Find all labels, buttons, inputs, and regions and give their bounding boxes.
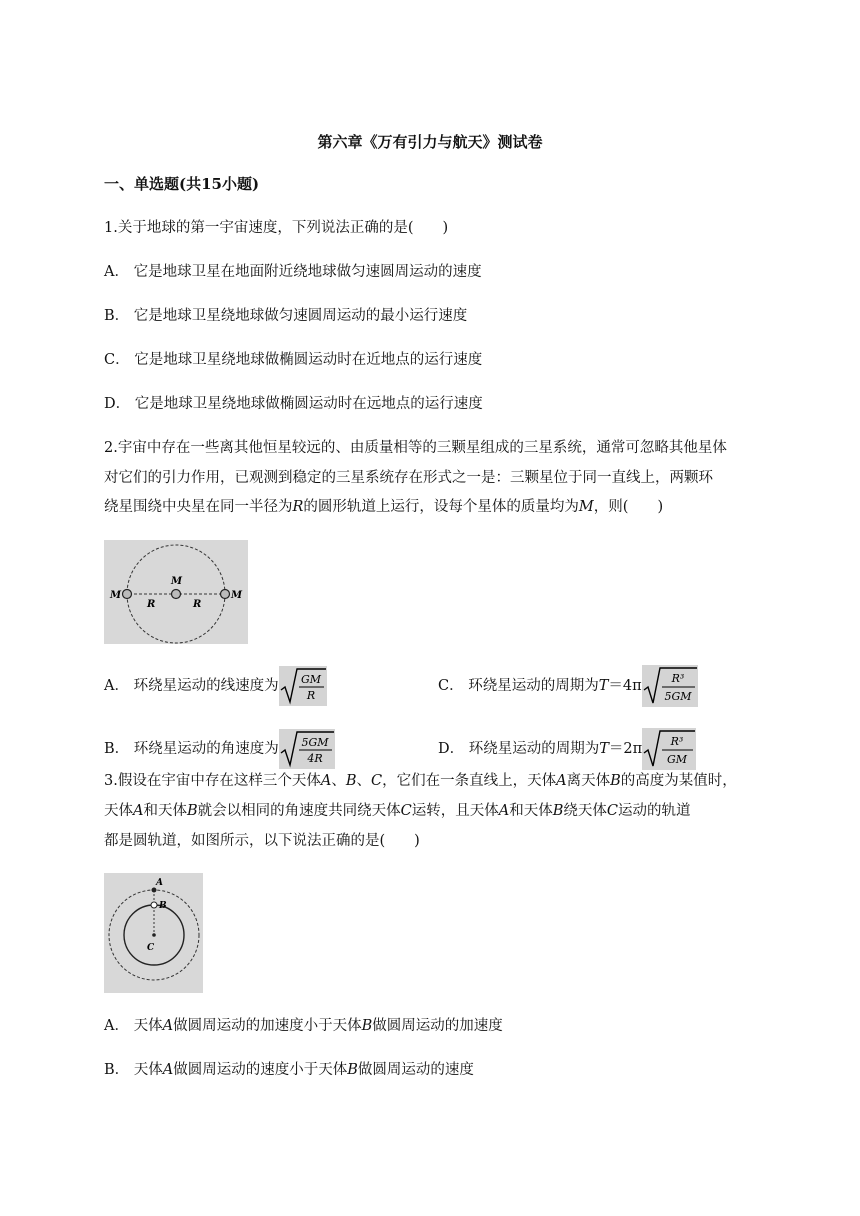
q3-orbit-figure: [104, 873, 203, 993]
svg-text:5GM: 5GM: [664, 690, 692, 703]
q2-option-c-formula: [642, 665, 698, 707]
q3-stem-line1: 3.假设在宇宙中存在这样三个天体A、B、C，它们在一条直线上，天体A离天体B的高度为某值时，: [104, 773, 737, 789]
q2-option-c: C． 环绕星运动的周期为 T ＝4π R³ 5GM: [438, 665, 698, 707]
q3-stem-line3: 都是圆轨道，如图所示，以下说法正确的是( ): [104, 833, 420, 849]
section-heading: 一、单选题(共15小题): [104, 175, 260, 193]
q2-option-d: D． 环绕星运动的周期为 T ＝2π R³ GM: [438, 728, 696, 770]
q1-option-a: A． 它是地球卫星在地面附近绕地球做匀速圆周运动的速度: [104, 264, 482, 280]
q3-stem-line2: 天体A和天体B就会以相同的角速度共同绕天体C运转，且天体A和天体B绕天体C运动的轨道: [104, 803, 691, 819]
q1-option-d: D． 它是地球卫星绕地球做椭圆运动时在远地点的运行速度: [104, 396, 483, 412]
q2-stem-line3: 绕星围绕中央星在同一半径为R的圆形轨道上运行，设每个星体的质量均为M，则( ): [104, 499, 664, 515]
q3-label-a: A: [156, 878, 163, 888]
q3-label-b: B: [159, 901, 167, 911]
q2-option-b-formula: [279, 729, 335, 769]
q2-option-a: A． 环绕星运动的线速度为 GM R: [104, 665, 327, 707]
page-title: 第六章《万有引力与航天》测试卷: [317, 133, 543, 151]
svg-text:R: R: [306, 689, 315, 702]
q1-stem: 1.关于地球的第一宇宙速度，下列说法正确的是( ): [104, 220, 449, 236]
q2-label-m-right: M: [231, 590, 243, 601]
q2-stem-line1: 2.宇宙中存在一些离其他恒星较远的、由质量相等的三颗星组成的三星系统，通常可忽略其他星体: [104, 440, 727, 456]
q2-stem-line2: 对它们的引力作用，已观测到稳定的三星系统存在形式之一是：三颗星位于同一直线上，两颗环: [104, 470, 713, 486]
q2-option-b: B． 环绕星运动的角速度为 5GM 4R: [104, 728, 335, 770]
q3-option-a: A． 天体A做圆周运动的加速度小于天体B做圆周运动的加速度: [104, 1018, 503, 1034]
svg-text:GM: GM: [300, 673, 321, 686]
q2-label-m-left: M: [110, 590, 122, 601]
q2-label-m-center: M: [171, 576, 183, 587]
q2-option-d-formula: [642, 728, 696, 770]
q2-option-a-formula: [279, 666, 327, 706]
q3-label-c: C: [147, 943, 155, 953]
q1-option-c: C． 它是地球卫星绕地球做椭圆运动时在近地点的运行速度: [104, 352, 483, 368]
q2-label-r1: R: [147, 599, 156, 610]
svg-text:R³: R³: [671, 672, 684, 685]
svg-text:4R: 4R: [307, 752, 323, 765]
svg-text:5GM: 5GM: [301, 736, 329, 749]
svg-text:GM: GM: [667, 753, 688, 766]
q3-option-b: B． 天体A做圆周运动的速度小于天体B做圆周运动的速度: [104, 1062, 474, 1078]
q2-label-r2: R: [193, 599, 202, 610]
q2-three-star-figure: [104, 540, 248, 644]
q1-option-b: B． 它是地球卫星绕地球做匀速圆周运动的最小运行速度: [104, 308, 468, 324]
svg-text:R³: R³: [670, 735, 684, 748]
